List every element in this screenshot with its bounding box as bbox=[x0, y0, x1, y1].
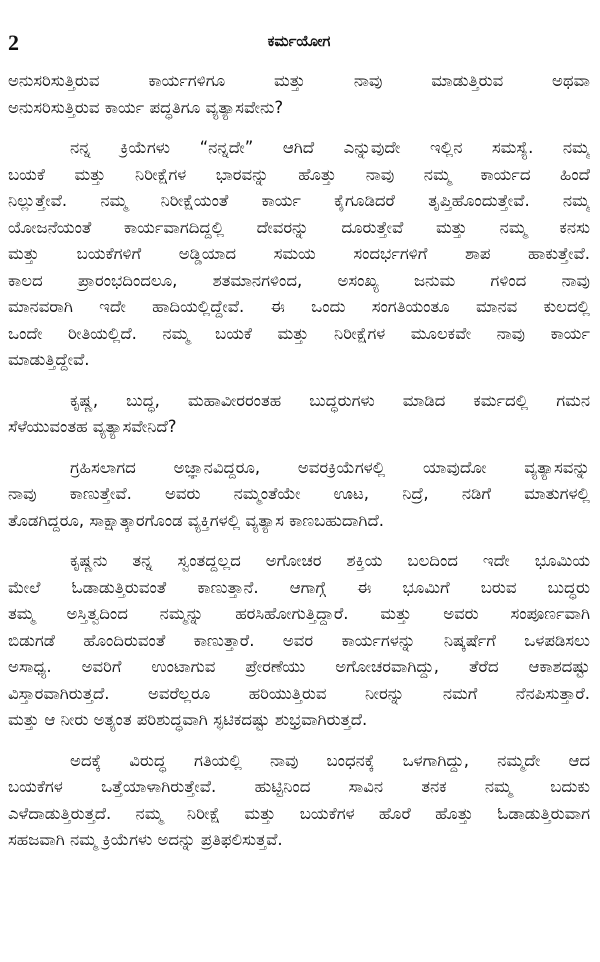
text-line: ಬಯಕೆಗಳ ಒತ್ತೆಯಾಳಾಗಿರುತ್ತೇವೆ. ಹುಟ್ಟಿನಿಂದ ಸಾವಿನ ತನಕ ನಮ್ಮ ಬದುಕು bbox=[8, 777, 590, 796]
text-line: ನನ್ನ ಕ್ರಿಯೆಗಳು “ನನ್ನದೇ” ಆಗಿದೆ ಎನ್ನುವುದೇ ಇಲ್ಲಿನ ಸಮಸ್ಯೆ. ನಮ್ಮ bbox=[70, 138, 590, 157]
text-line: ಒಂದೇ ರೀತಿಯಲ್ಲಿದೆ. ನಮ್ಮ ಬಯಕೆ ಮತ್ತು ನಿರೀಕ್ಷೆಗಳ ಮೂಲಕವೇ ನಾವು ಕಾರ್ಯ bbox=[8, 323, 590, 343]
running-title: ಕರ್ಮಯೋಗ bbox=[267, 32, 331, 50]
page-body bbox=[8, 68, 590, 868]
text-line: ಯೋಜನೆಯಂತೆ ಕಾರ್ಯವಾಗದಿದ್ದಲ್ಲಿ ದೇವರನ್ನು ದೂರುತ್ತೇವೆ ಮತ್ತು ನಮ್ಮ ಕನಸು bbox=[8, 217, 590, 237]
text-line: ಗ್ರಹಿಸಲಾಗದ ಅಜ್ಞಾನವಿದ್ದರೂ, ಅವರಕ್ರಿಯೆಗಳಲ್ಲಿ ಯಾವುದೋ ವ್ಯತ್ಯಾಸವನ್ನು bbox=[70, 457, 590, 477]
text-line: ಕೃಷ್ಣನು ತನ್ನ ಸ್ವಂತದ್ದಲ್ಲದ ಅಗೋಚರ ಶಕ್ತಿಯ ಬಲದಿಂದ ಇದೇ ಭೂಮಿಯ bbox=[70, 551, 590, 570]
text-line: ಎಳೆದಾಡುತ್ತಿರುತ್ತದೆ. ನಮ್ಮ ನಿರೀಕ್ಷೆ ಮತ್ತು ಬಯಕೆಗಳ ಹೊರೆ ಹೊತ್ತು ಓಡಾಡುತ್ತಿರುವಾಗ bbox=[8, 803, 590, 823]
paragraph bbox=[8, 748, 590, 854]
paragraph bbox=[8, 548, 590, 734]
text-line: ಬಯಕೆ ಮತ್ತು ನಿರೀಕ್ಷೆಗಳ ಭಾರವನ್ನು ಹೊತ್ತು ನಾವು ನಮ್ಮ ಕಾರ್ಯದ ಹಿಂದೆ bbox=[8, 164, 590, 184]
text-line: ಬಿಡುಗಡೆ ಹೊಂದಿರುವಂತೆ ಕಾಣುತ್ತಾರೆ. ಅವರ ಕಾರ್ಯಗಳನ್ನು ನಿಷ್ಕರ್ಷೆಗೆ ಒಳಪಡಿಸಲು bbox=[8, 630, 590, 650]
text-line: ಮಾಡುತ್ತಿದ್ದೇವೆ. bbox=[8, 350, 90, 369]
page-header bbox=[8, 30, 590, 56]
text-line: ಅನುಸರಿಸುತ್ತಿರುವ ಕಾರ್ಯ ಪದ್ಧತಿಗೂ ವ್ಯತ್ಯಾಸವೇನು? bbox=[8, 97, 284, 117]
text-line: ನಾವು ಕಾಣುತ್ತೇವೆ. ಅವರು ನಮ್ಮಂತೆಯೇ ಊಟ, ನಿದ್ರೆ, ನಡಿಗೆ ಮಾತುಗಳಲ್ಲಿ bbox=[8, 484, 590, 503]
text-line: ನಿಲ್ಲುತ್ತೇವೆ. ನಮ್ಮ ನಿರೀಕ್ಷೆಯಂತೆ ಕಾರ್ಯ ಕೈಗೂಡಿದರೆ ತೃಪ್ತಿಹೊಂದುತ್ತೇವೆ. ನಮ್ಮ bbox=[8, 191, 590, 210]
text-line: ಮೇಲೆ ಓಡಾಡುತ್ತಿರುವಂತೆ ಕಾಣುತ್ತಾನೆ. ಆಗಾಗ್ಗೆ ಈ ಭೂಮಿಗೆ ಬರುವ ಬುದ್ಧರು bbox=[8, 577, 590, 597]
text-line: ಮತ್ತು ಬಯಕೆಗಳಿಗೆ ಅಡ್ಡಿಯಾದ ಸಮಯ ಸಂದರ್ಭಗಳಿಗೆ ಶಾಪ ಹಾಕುತ್ತೇವೆ. bbox=[8, 244, 590, 263]
text-line: ಸಹಜವಾಗಿ ನಮ್ಮ ಕ್ರಿಯೆಗಳು ಅದನ್ನು ಪ್ರತಿಫಲಿಸುತ್ತವೆ. bbox=[8, 830, 283, 849]
text-line: ತೊಡಗಿದ್ದರೂ, ಸಾಕ್ಷಾತ್ಕಾರಗೊಂಡ ವ್ಯಕ್ತಿಗಳಲ್ಲಿ ವ್ಯತ್ಯಾಸ ಕಾಣಬಹುದಾಗಿದೆ. bbox=[8, 510, 385, 530]
text-line: ತಮ್ಮ ಅಸ್ತಿತ್ವದಿಂದ ನಮ್ಮನ್ನು ಹರಸಿಹೋಗುತ್ತಿದ್ದಾರೆ. ಮತ್ತು ಅವರು ಸಂಪೂರ್ಣವಾಗಿ bbox=[8, 604, 590, 623]
text-line: ಮಾನವರಾಗಿ ಇದೇ ಹಾದಿಯಲ್ಲಿದ್ದೇವೆ. ಈ ಒಂದು ಸಂಗತಿಯಂತೂ ಮಾನವ ಕುಲದಲ್ಲಿ bbox=[8, 297, 590, 316]
text-line: ಅದಕ್ಕೆ ವಿರುದ್ಧ ಗತಿಯಲ್ಲಿ ನಾವು ಬಂಧನಕ್ಕೆ ಒಳಗಾಗಿದ್ದು, ನಮ್ಮದೇ ಆದ bbox=[70, 750, 590, 770]
paragraph bbox=[8, 388, 590, 441]
text-line: ವಿಸ್ತಾರವಾಗಿರುತ್ತದೆ. ಅವರೆಲ್ಲರೂ ಹರಿಯುತ್ತಿರುವ ನೀರನ್ನು ನಮಗೆ ನೆನಪಿಸುತ್ತಾರೆ. bbox=[8, 683, 590, 703]
text-line: ಸೆಳೆಯುವಂತಹ ವ್ಯತ್ಯಾಸವೇನಿದೆ? bbox=[8, 417, 177, 436]
text-line: ಕಾಲದ ಪ್ರಾರಂಭದಿಂದಲೂ, ಶತಮಾನಗಳಿಂದ, ಅಸಂಖ್ಯ ಜನುಮ ಗಳಿಂದ ನಾವು bbox=[8, 270, 590, 290]
paragraph bbox=[8, 455, 590, 535]
text-line: ಅಸಾಧ್ಯ. ಅವರಿಗೆ ಉಂಟಾಗುವ ಪ್ರೇರಣೆಯು ಅಗೋಚರವಾಗಿದ್ದು, ತೆರೆದ ಆಕಾಶದಷ್ಟು bbox=[8, 657, 590, 676]
text-line: ಕೃಷ್ಣ, ಬುದ್ಧ, ಮಹಾವೀರರಂತಹ ಬುದ್ಧರುಗಳು ಮಾಡಿದ ಕರ್ಮದಲ್ಲಿ ಗಮನ bbox=[70, 390, 590, 410]
paragraph bbox=[8, 135, 590, 374]
text-line: ಮತ್ತು ಆ ನೀರು ಅತ್ಯಂತ ಪರಿಶುದ್ಧವಾಗಿ ಸ್ಫಟಿಕದಷ್ಟು ಶುಭ್ರವಾಗಿರುತ್ತದೆ. bbox=[8, 710, 368, 729]
page-number: 2 bbox=[8, 30, 19, 55]
text-line: ಅನುಸರಿಸುತ್ತಿರುವ ಕಾರ್ಯಗಳಿಗೂ ಮತ್ತು ನಾವು ಮಾಡುತ್ತಿರುವ ಅಥವಾ bbox=[8, 71, 590, 90]
paragraph bbox=[8, 68, 590, 121]
